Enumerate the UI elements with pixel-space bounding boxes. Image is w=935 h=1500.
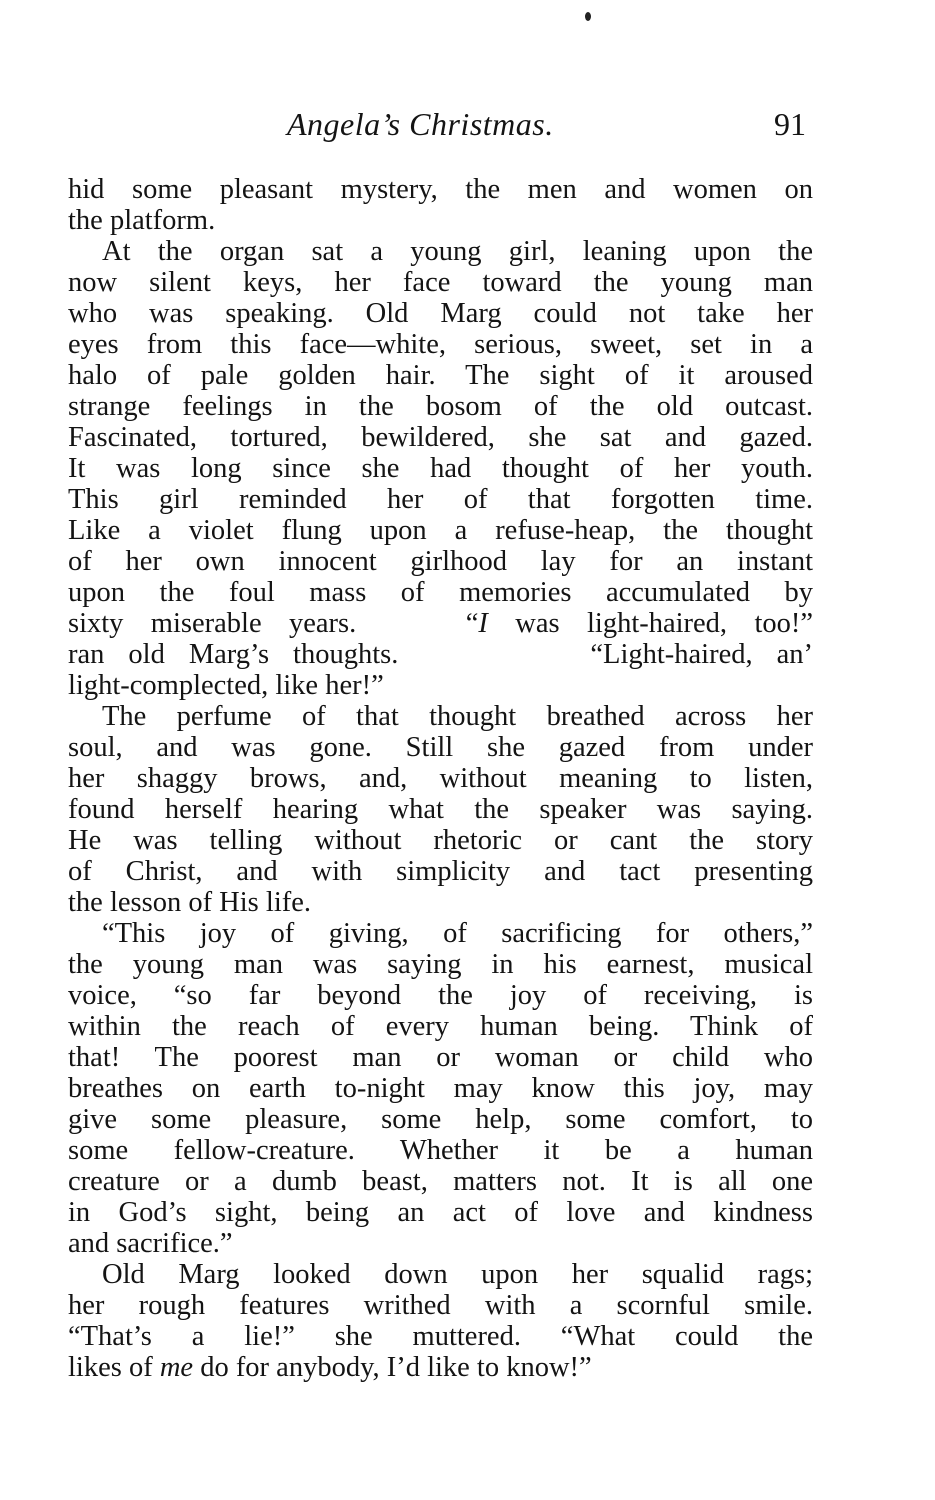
running-head [68, 106, 806, 146]
text-line: halo of pale golden hair. The sight of it aroused [68, 360, 813, 391]
text-line: found herself hearing what the speaker was saying. [68, 794, 813, 825]
page-number: 91 [774, 106, 806, 142]
text-line: At the organ sat a young girl, leaning upon the [102, 236, 813, 267]
text-line: strange feelings in the bosom of the old outcast. [68, 391, 813, 422]
text-segment: likes of [68, 1352, 160, 1383]
text-segment: was light-haired, too!” [487, 608, 813, 639]
text-line [68, 608, 813, 639]
quote-open: “ [465, 608, 479, 639]
text-line: her rough features writhed with a scornful smile. [68, 1290, 813, 1321]
text-line: of Christ, and with simplicity and tact presenting [68, 856, 813, 887]
text-line [68, 639, 813, 670]
text-segment: “Light-haired, an’ [590, 639, 814, 670]
text-line: “This joy of giving, of sacrificing for others,” [102, 918, 813, 949]
text-line: He was telling without rhetoric or cant the story [68, 825, 813, 856]
text-line: some fellow-creature. Whether it be a human [68, 1135, 813, 1166]
text-line: The perfume of that thought breathed across her [102, 701, 813, 732]
ink-speck [585, 12, 591, 21]
text-line: voice, “so far beyond the joy of receiving, is [68, 980, 813, 1011]
text-segment: sixty miserable years. [68, 608, 357, 639]
paragraph [68, 918, 813, 1259]
text-line: “That’s a lie!” she muttered. “What could the [68, 1321, 813, 1352]
text-segment: ran old Marg’s thoughts. [68, 639, 399, 670]
italic-word: me [159, 1352, 194, 1383]
text-line: the lesson of His life. [68, 887, 312, 918]
text-line: the platform. [68, 205, 216, 236]
paragraph [68, 236, 813, 701]
text-line: who was speaking. Old Marg could not take her [68, 298, 813, 329]
text-line: her shaggy brows, and, without meaning to listen, [68, 763, 813, 794]
text-line: breathes on earth to-night may know this joy, may [68, 1073, 813, 1104]
text-line: within the reach of every human being. Think of [68, 1011, 813, 1042]
running-title: Angela’s Christmas. [287, 106, 554, 142]
text-line: Old Marg looked down upon her squalid rags; [102, 1259, 813, 1290]
text-line: in God’s sight, being an act of love and kindness [68, 1197, 813, 1228]
text-line: hid some pleasant mystery, the men and women on [68, 174, 813, 205]
paragraph [68, 701, 813, 918]
text-line: creature or a dumb beast, matters not. It is all one [68, 1166, 813, 1197]
text-line: upon the foul mass of memories accumulated by [68, 577, 813, 608]
text-line [68, 1352, 813, 1383]
text-line: Fascinated, tortured, bewildered, she sat and gazed. [68, 422, 813, 453]
text-line: It was long since she had thought of her youth. [68, 453, 813, 484]
text-line: the young man was saying in his earnest, musical [68, 949, 813, 980]
text-line: soul, and was gone. Still she gazed from under [68, 732, 813, 763]
text-line: now silent keys, her face toward the young man [68, 267, 813, 298]
text-line: Like a violet flung upon a refuse-heap, the thought [68, 515, 813, 546]
text-line: This girl reminded her of that forgotten time. [68, 484, 813, 515]
paragraph [68, 1259, 813, 1383]
text-line: of her own innocent girlhood lay for an instant [68, 546, 813, 577]
text-line: that! The poorest man or woman or child who [68, 1042, 813, 1073]
text-line: eyes from this face—white, serious, sweet, set in a [68, 329, 813, 360]
body-text [68, 174, 813, 1383]
text-line: give some pleasure, some help, some comfort, to [68, 1104, 813, 1135]
italic-word: I [478, 608, 488, 639]
text-segment: do for anybody, I’d like to know!” [193, 1352, 592, 1383]
text-line: light-complected, like her!” [68, 670, 384, 701]
paragraph [68, 174, 813, 236]
text-line: and sacrifice.” [68, 1228, 233, 1259]
